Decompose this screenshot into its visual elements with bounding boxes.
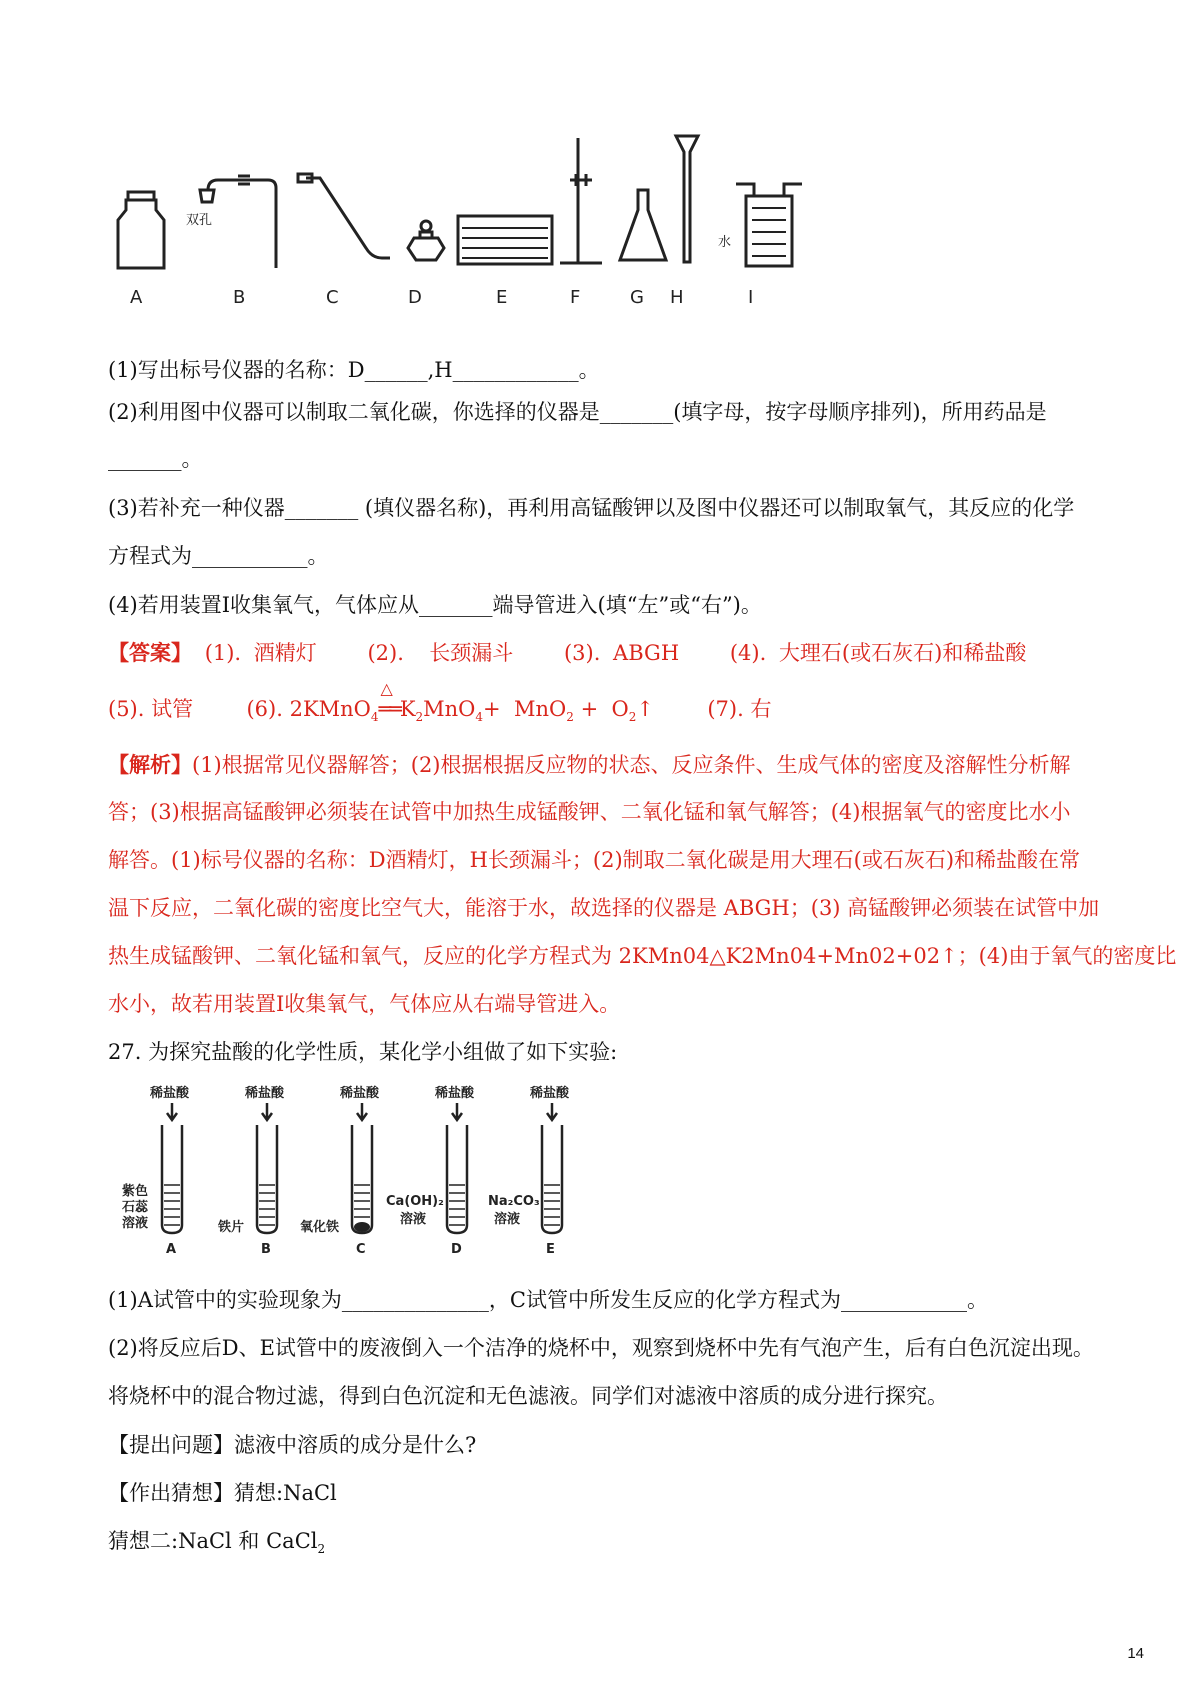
label-g: G bbox=[630, 287, 644, 308]
analysis-line-6: 水小，故若用装置Ⅰ收集氧气，气体应从右端导管进入。 bbox=[108, 992, 621, 1016]
answer-item-6: (6). 2KMnO$_4$ △ $══K_2MnO_4+ MnO_2$ + $O_2↑$ bbox=[246, 679, 654, 725]
tube-a-note-3: 溶液 bbox=[122, 1216, 149, 1231]
q27-part1: (1)A试管中的实验现象为______________，C试管中所发生反应的化学方程式为____________。 bbox=[108, 1288, 988, 1312]
q26-part4: (4)若用装置Ⅰ收集氧气，气体应从_______端导管进入(填“左”或“右”)。 bbox=[108, 593, 762, 617]
tube-d-note-1: Ca(OH)₂ bbox=[386, 1194, 444, 1209]
q27-part2b: 将烧杯中的混合物过滤，得到白色沉淀和无色滤液。同学们对滤液中溶质的成分进行探究。 bbox=[108, 1384, 948, 1408]
tube-a-note-1: 紫色 bbox=[122, 1184, 149, 1199]
page-number: 14 bbox=[1127, 1645, 1144, 1662]
analysis-line-4: 温下反应，二氧化碳的密度比空气大，能溶于水，故选择的仪器是 ABGH；(3) 高锰酸钾必须装在试管中加 bbox=[108, 896, 1100, 920]
answer-line-2 bbox=[108, 679, 1108, 732]
b-note: 双孔 bbox=[186, 213, 213, 228]
tube-a-letter: A bbox=[166, 1242, 177, 1257]
q27-ask: 【提出问题】滤液中溶质的成分是什么? bbox=[108, 1433, 477, 1457]
trough-e bbox=[458, 216, 552, 264]
analysis-line-2: 答；(3)根据高锰酸钾必须装在试管中加热生成锰酸钾、二氧化锰和氧气解答；(4)根据氧气的密度比水小 bbox=[108, 800, 1071, 824]
answer-items-1: (1). 酒精灯 (2). 长颈漏斗 (3). ABGH (4). 大理石(或石灰石)和稀盐酸 bbox=[204, 641, 1027, 665]
funnel-h bbox=[676, 136, 698, 262]
q27-intro: 27. 为探究盐酸的化学性质，某化学小组做了如下实验: bbox=[108, 1040, 618, 1064]
delta-equals-sign: △ ══ bbox=[378, 679, 400, 721]
q27-part2a: (2)将反应后D、E试管中的废液倒入一个洁净的烧杯中，观察到烧杯中先有气泡产生，后有白色沉淀出现。 bbox=[108, 1336, 1094, 1360]
label-e: E bbox=[496, 287, 508, 308]
stand-f bbox=[560, 138, 602, 263]
label-a: A bbox=[130, 287, 143, 308]
flask-g bbox=[620, 190, 666, 260]
label-d: D bbox=[408, 287, 422, 308]
tube-d-letter: D bbox=[451, 1242, 462, 1257]
tube-b-letter: B bbox=[261, 1242, 271, 1257]
q26-part3a: (3)若补充一种仪器_______ (填仪器名称)，再利用高锰酸钾以及图中仪器还可以制取氧气，其反应的化学 bbox=[108, 496, 1075, 520]
i-note: 水 bbox=[718, 235, 732, 250]
apparatus-labels bbox=[130, 287, 753, 308]
tube-e-note-1: Na₂CO₃ bbox=[488, 1194, 540, 1209]
label-i: I bbox=[748, 287, 754, 308]
svg-text:稀盐酸: 稀盐酸 bbox=[530, 1086, 570, 1101]
answer-item-5: (5). 试管 bbox=[108, 697, 194, 721]
svg-text:稀盐酸: 稀盐酸 bbox=[435, 1086, 475, 1101]
answer-item-7: (7). 右 bbox=[707, 697, 772, 721]
q26-part1: (1)写出标号仪器的名称：D______,H____________。 bbox=[108, 358, 600, 382]
q27-guess1: 【作出猜想】猜想:NaCl bbox=[108, 1481, 337, 1505]
q26-part3b: 方程式为___________。 bbox=[108, 544, 329, 568]
tube-e-letter: E bbox=[546, 1242, 555, 1257]
apparatus-figure bbox=[108, 128, 828, 333]
tube-d-note-2: 溶液 bbox=[400, 1212, 427, 1227]
answer-line-1 bbox=[108, 638, 1108, 668]
test-tubes-figure bbox=[110, 1085, 610, 1260]
tube-c bbox=[306, 178, 390, 258]
answer-tag: 【答案】 bbox=[108, 640, 192, 665]
tube-b-note: 铁片 bbox=[218, 1220, 245, 1235]
tube-c-letter: C bbox=[356, 1242, 366, 1257]
svg-text:稀盐酸: 稀盐酸 bbox=[340, 1086, 380, 1101]
lamp-d bbox=[408, 238, 444, 260]
q26-part2b: _______。 bbox=[108, 447, 203, 471]
analysis-line-1: 【解析】(1)根据常见仪器解答；(2)根据根据反应物的状态、反应条件、生成气体的密度及溶解性分析解 bbox=[108, 752, 1071, 777]
q26-part2a: (2)利用图中仪器可以制取二氧化碳，你选择的仪器是_______(填字母，按字母顺序排列)，所用药品是 bbox=[108, 400, 1047, 424]
analysis-line-5: 热生成锰酸钾、二氧化锰和氧气，反应的化学方程式为 2KMn04△K2Mn04+Mn02+02↑；(4)由于氧气的密度比 bbox=[108, 944, 1177, 968]
svg-text:稀盐酸: 稀盐酸 bbox=[245, 1086, 285, 1101]
analysis-line-3: 解答。(1)标号仪器的名称：D酒精灯，H长颈漏斗；(2)制取二氧化碳是用大理石(或石灰石)和稀盐酸在常 bbox=[108, 848, 1081, 872]
label-h: H bbox=[670, 287, 684, 308]
label-c: C bbox=[326, 287, 339, 308]
q27-guess2: 猜想二:NaCl 和 CaCl$_2$ bbox=[108, 1529, 326, 1557]
stopper-b bbox=[200, 190, 214, 202]
svg-text:稀盐酸: 稀盐酸 bbox=[150, 1086, 190, 1101]
label-f: F bbox=[570, 287, 581, 308]
label-b: B bbox=[233, 287, 246, 308]
tube-c-note: 氧化铁 bbox=[300, 1220, 340, 1235]
analysis-tag: 【解析】 bbox=[108, 752, 192, 777]
bottle-a bbox=[118, 200, 164, 268]
tube-a-note-2: 石蕊 bbox=[122, 1200, 149, 1215]
tube-e-note-2: 溶液 bbox=[494, 1212, 521, 1227]
